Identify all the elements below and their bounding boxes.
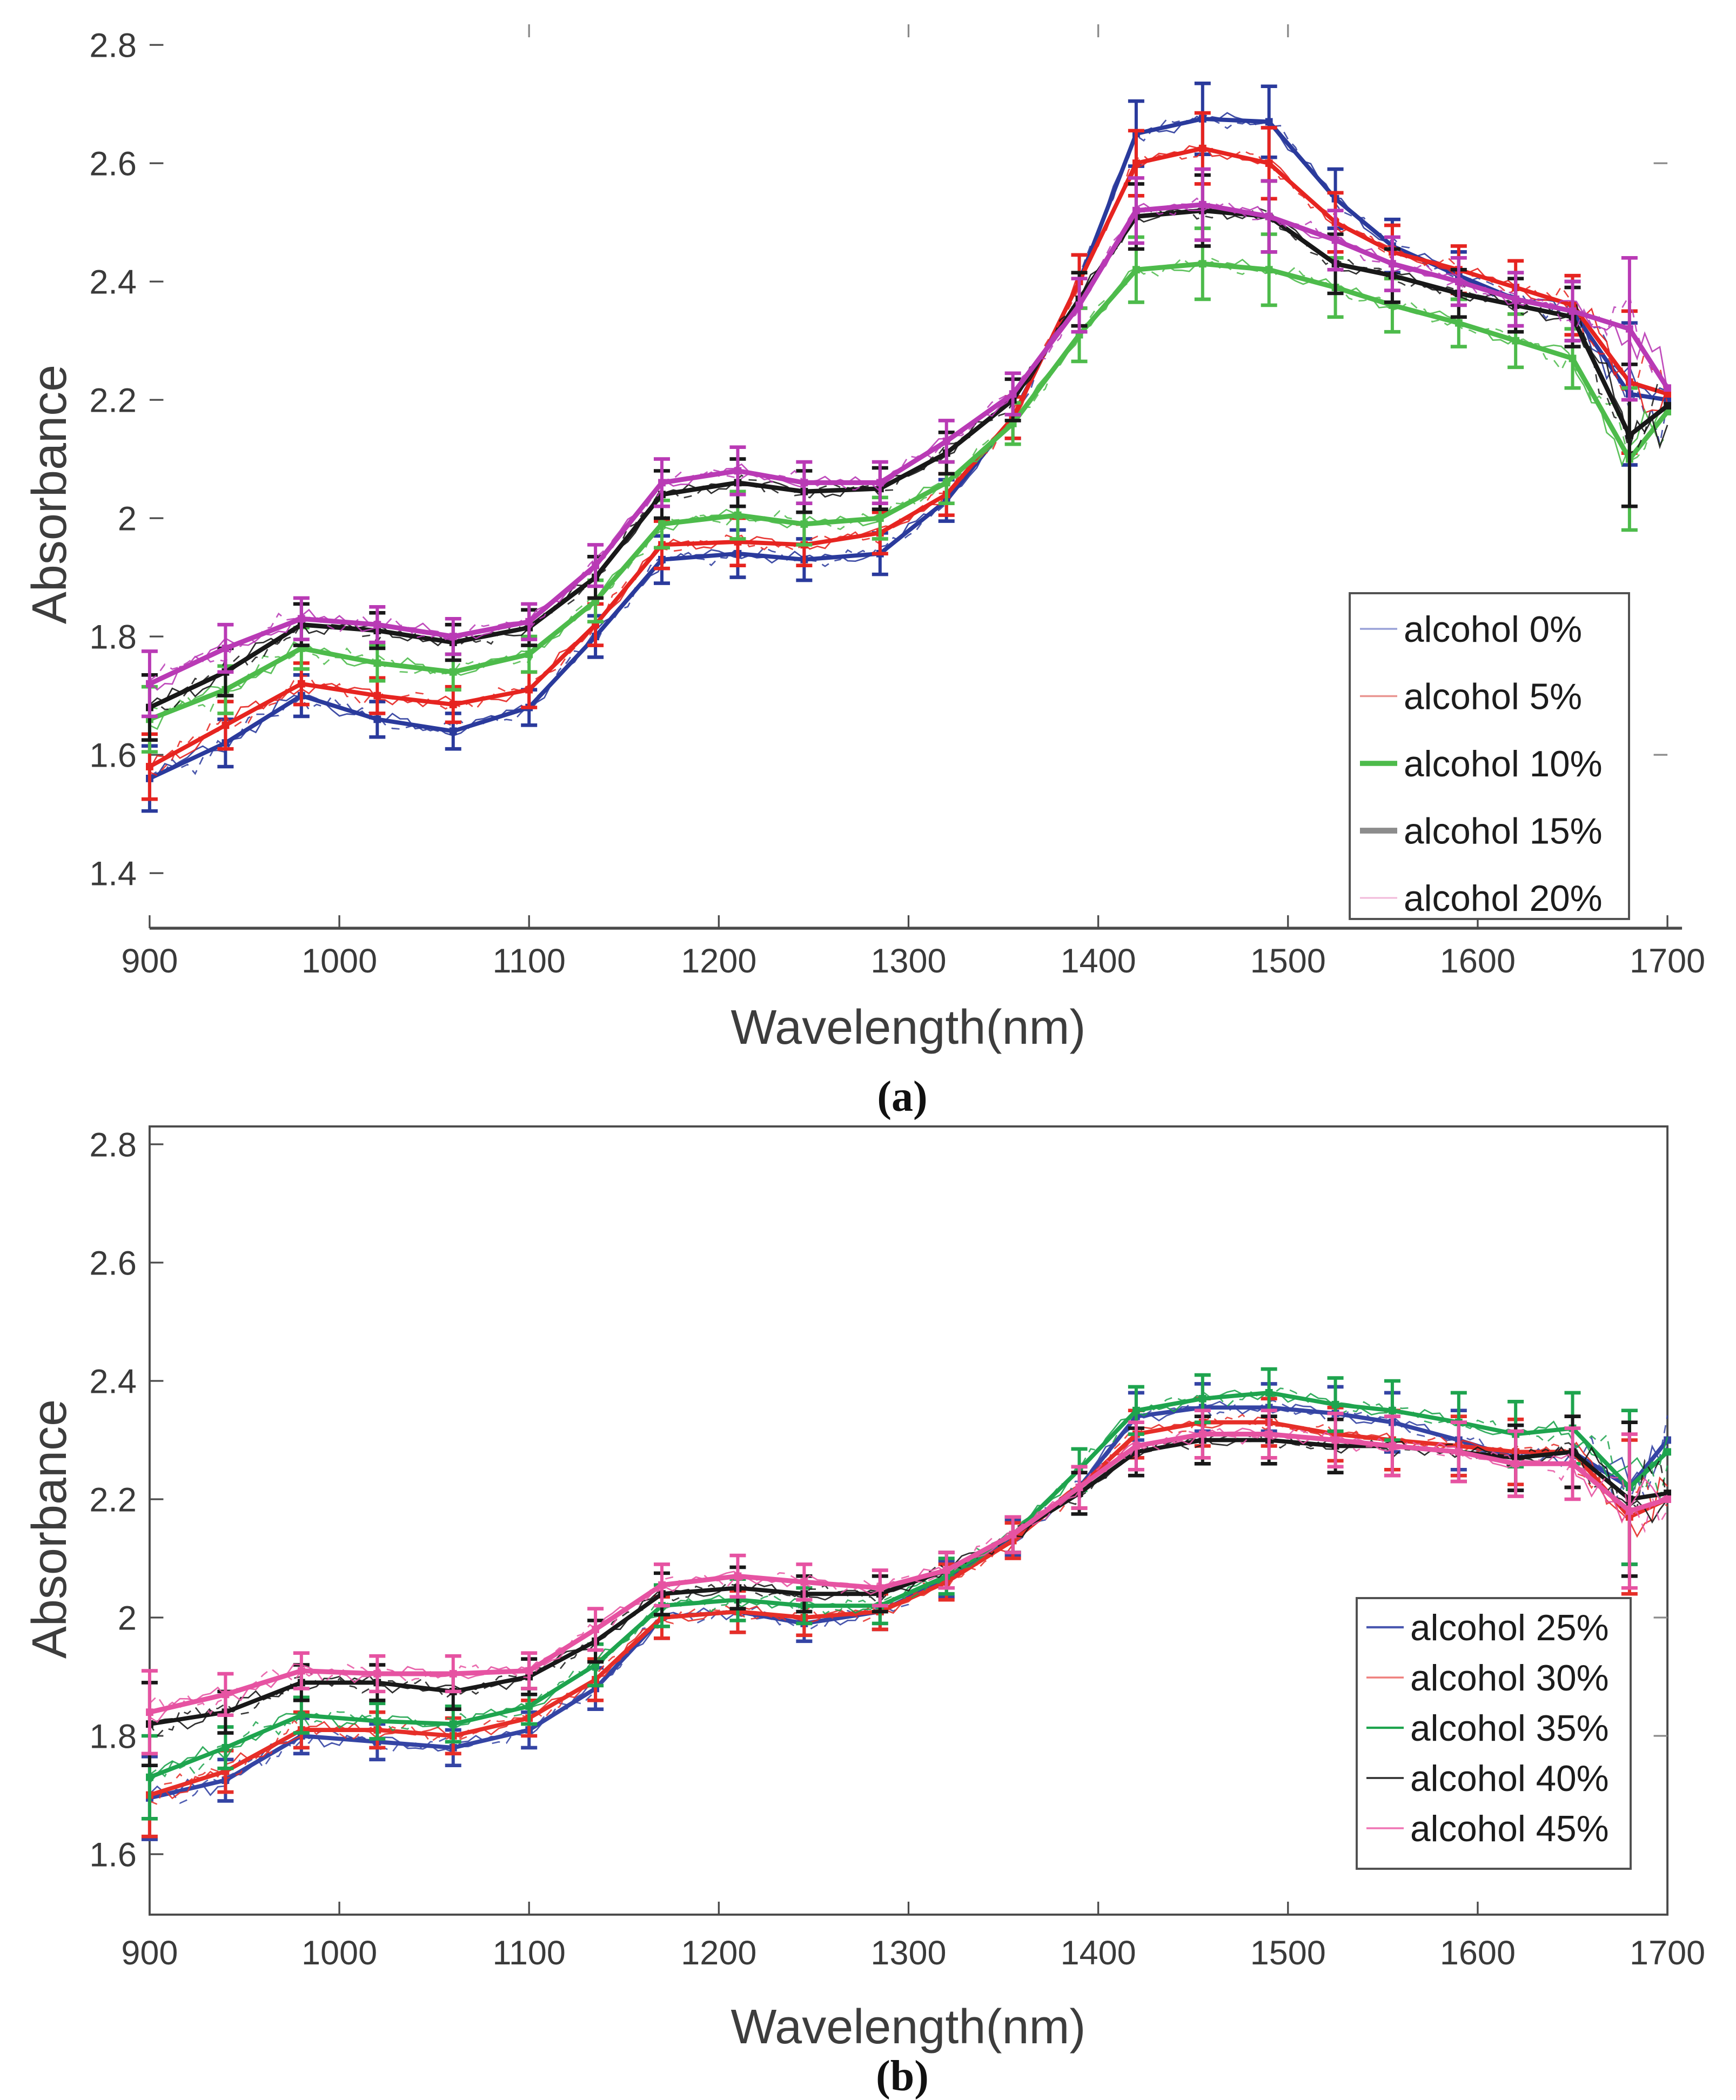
y-tick-label: 2.2 <box>89 1481 137 1519</box>
data-point-marker <box>592 562 599 569</box>
y-tick-label: 2.8 <box>89 26 137 65</box>
data-point-marker <box>592 1626 599 1633</box>
x-tick-label: 1000 <box>301 1934 378 1972</box>
data-point-marker <box>1132 1407 1140 1414</box>
legend-chart-b <box>1357 1598 1631 1869</box>
data-point-marker <box>1009 390 1017 398</box>
data-point-marker <box>800 520 808 528</box>
legend-label: alcohol 0% <box>1404 609 1583 650</box>
x-tick-label: 1600 <box>1439 942 1516 980</box>
x-tick-label: 1700 <box>1630 1934 1706 1972</box>
data-point-marker <box>800 1578 808 1586</box>
data-point-marker <box>450 1720 457 1728</box>
data-point-marker <box>1389 1443 1396 1450</box>
data-point-marker <box>1455 1448 1463 1455</box>
data-point-marker <box>298 1712 305 1719</box>
y-tick-label: 2.6 <box>89 145 137 183</box>
data-point-marker <box>1332 1401 1339 1408</box>
data-point-marker <box>525 650 533 658</box>
data-point-marker <box>1664 384 1671 392</box>
data-point-marker <box>298 680 305 688</box>
data-point-marker <box>1389 260 1396 267</box>
data-point-marker <box>450 1670 457 1678</box>
legend-chart-a <box>1350 593 1629 919</box>
data-point-marker <box>525 618 533 626</box>
y-tick-label: 1.4 <box>89 855 137 893</box>
data-point-marker <box>1664 1448 1671 1455</box>
data-point-marker <box>146 1774 153 1781</box>
y-axis-label-chart-b: Absorbance <box>23 1399 77 1659</box>
data-point-marker <box>1265 213 1273 220</box>
data-point-marker <box>1332 237 1339 244</box>
x-tick-label: 1500 <box>1250 942 1326 980</box>
x-tick-label: 1400 <box>1060 942 1136 980</box>
chart-b <box>89 1126 1705 1971</box>
x-tick-label: 1100 <box>492 942 566 980</box>
data-point-marker <box>1626 325 1633 333</box>
data-point-marker <box>1199 201 1207 209</box>
data-point-marker <box>658 1581 666 1589</box>
legend-label: alcohol 45% <box>1410 1808 1609 1849</box>
data-point-marker <box>1265 159 1273 167</box>
data-point-marker <box>222 1744 229 1752</box>
legend-label: alcohol 5% <box>1404 676 1583 717</box>
chart-a <box>89 24 1705 980</box>
data-point-marker <box>1512 296 1519 303</box>
data-point-marker <box>1199 1431 1207 1438</box>
data-point-marker <box>1265 118 1273 126</box>
data-point-marker <box>1664 402 1671 410</box>
x-tick-label: 900 <box>121 1934 178 1972</box>
data-point-marker <box>876 1584 884 1592</box>
data-point-marker <box>1569 355 1577 363</box>
legend-label: alcohol 30% <box>1410 1658 1609 1699</box>
data-point-marker <box>1569 307 1577 315</box>
x-tick-label: 1300 <box>870 942 947 980</box>
data-point-marker <box>1626 432 1633 439</box>
data-point-marker <box>450 668 457 676</box>
data-point-marker <box>373 621 381 628</box>
y-tick-label: 1.6 <box>89 736 137 775</box>
legend-label: alcohol 10% <box>1404 743 1603 784</box>
legend-label: alcohol 15% <box>1404 811 1603 852</box>
y-tick-label: 2.2 <box>89 381 137 420</box>
data-point-marker <box>734 1572 742 1580</box>
legend-label: alcohol 40% <box>1410 1758 1609 1799</box>
data-point-marker <box>525 1667 533 1675</box>
data-point-marker <box>222 645 229 652</box>
x-tick-label: 1600 <box>1439 1934 1516 1972</box>
x-tick-label: 1200 <box>681 1934 757 1972</box>
data-point-marker <box>222 721 229 729</box>
y-tick-label: 2.4 <box>89 1363 137 1401</box>
data-point-marker <box>450 727 457 735</box>
caption-chart-b: (b) <box>876 2052 929 2100</box>
data-point-marker <box>734 512 742 519</box>
data-point-marker <box>658 479 666 486</box>
x-tick-label: 900 <box>121 942 178 980</box>
data-point-marker <box>1199 1395 1207 1403</box>
data-point-marker <box>1265 1389 1273 1397</box>
data-point-marker <box>1199 145 1207 152</box>
x-tick-label: 1500 <box>1250 1934 1326 1972</box>
x-tick-label: 1200 <box>681 942 757 980</box>
data-point-marker <box>1512 1460 1519 1467</box>
data-point-marker <box>525 1702 533 1710</box>
data-point-marker <box>146 680 153 688</box>
data-point-marker <box>146 763 153 770</box>
data-point-marker <box>1389 1407 1396 1414</box>
data-point-marker <box>146 1708 153 1716</box>
data-point-marker <box>373 1717 381 1725</box>
data-point-marker <box>1332 1437 1339 1444</box>
data-point-marker <box>943 479 950 486</box>
data-point-marker <box>373 715 381 723</box>
data-point-marker <box>734 467 742 475</box>
y-tick-label: 1.8 <box>89 618 137 656</box>
data-point-marker <box>1132 1443 1140 1450</box>
data-point-marker <box>800 479 808 486</box>
data-point-marker <box>943 438 950 445</box>
data-point-marker <box>1132 266 1140 273</box>
data-point-marker <box>373 1670 381 1678</box>
data-point-marker <box>876 479 884 486</box>
data-point-marker <box>1265 1431 1273 1438</box>
y-tick-label: 2.8 <box>89 1126 137 1164</box>
data-point-marker <box>450 633 457 640</box>
x-tick-label: 1400 <box>1060 1934 1136 1972</box>
y-axis-label-chart-a: Absorbance <box>23 364 77 625</box>
legend-label: alcohol 35% <box>1410 1708 1609 1749</box>
legend-label: alcohol 20% <box>1404 878 1603 919</box>
data-point-marker <box>943 1566 950 1574</box>
data-point-marker <box>222 1690 229 1698</box>
data-point-marker <box>1664 1495 1671 1503</box>
data-point-marker <box>1455 278 1463 285</box>
data-point-marker <box>373 659 381 667</box>
data-point-marker <box>658 520 666 528</box>
x-tick-label: 1300 <box>870 1934 947 1972</box>
data-point-marker <box>450 701 457 708</box>
data-point-marker <box>525 686 533 694</box>
y-tick-label: 1.8 <box>89 1717 137 1756</box>
data-point-marker <box>1199 260 1207 267</box>
data-point-marker <box>1626 1507 1633 1515</box>
x-tick-label: 1100 <box>492 1934 566 1972</box>
caption-chart-a: (a) <box>877 1073 928 1121</box>
x-axis-label-chart-b: Wavelength(nm) <box>730 2000 1086 2054</box>
x-tick-label: 1700 <box>1630 942 1706 980</box>
data-point-marker <box>1132 207 1140 214</box>
data-point-marker <box>1132 159 1140 167</box>
y-tick-label: 2.6 <box>89 1244 137 1283</box>
x-tick-label: 1000 <box>301 942 378 980</box>
data-point-marker <box>876 514 884 522</box>
data-point-marker <box>1076 301 1083 309</box>
x-axis-label-chart-a: Wavelength(nm) <box>730 1001 1086 1055</box>
data-point-marker <box>1009 1531 1017 1539</box>
data-point-marker <box>298 615 305 622</box>
data-point-marker <box>1512 337 1519 345</box>
legend-label: alcohol 25% <box>1410 1607 1609 1648</box>
y-tick-label: 2 <box>117 1599 137 1638</box>
data-point-marker <box>373 692 381 700</box>
data-point-marker <box>298 1667 305 1675</box>
y-tick-label: 2 <box>117 500 137 538</box>
data-point-marker <box>1265 266 1273 273</box>
data-point-marker <box>1076 1484 1083 1491</box>
y-tick-label: 1.6 <box>89 1836 137 1874</box>
y-tick-label: 2.4 <box>89 263 137 301</box>
data-point-marker <box>1569 1460 1577 1467</box>
data-point-marker <box>1455 319 1463 327</box>
